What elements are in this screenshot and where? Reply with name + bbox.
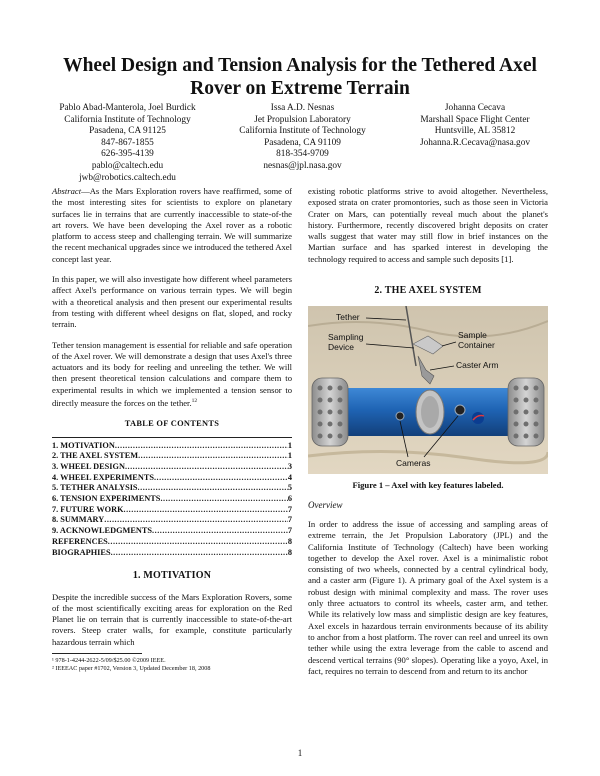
author-3-email: Johanna.R.Cecava@nasa.gov (419, 137, 531, 148)
intro-paragraph-3-text: Tether tension management is essential for reliable and safe operation of the Axel rover. We will demonstrate a design that uses Axel's three actuators and its body for reeling and unreeling the tether. We will then present theoretical tension calculations and compare them to experimental results in which we implemented a tension sensor to directly measure the forces on the tether. (52, 339, 292, 408)
wheel-hole (318, 434, 323, 439)
toc-item[interactable] (52, 462, 292, 473)
label-caster-arm: Caster Arm (456, 360, 499, 371)
author-2-line: Pasadena, CA 91109 (264, 137, 341, 148)
toc-item-label: 2. THE AXEL SYSTEM (52, 451, 139, 461)
author-2-line: California Institute of Technology (239, 126, 366, 137)
toc-item[interactable] (52, 494, 292, 505)
abstract-label: Abstract (52, 186, 82, 196)
wheel-hole (524, 434, 529, 439)
section-1-heading: 1. MOTIVATION (132, 570, 212, 582)
section-1-text: Despite the incredible success of the Mars Exploration Rovers, some of the most scientifically exciting areas for exploration on the Red Planet lie on terrain that is currently inaccessible to state-of-the-art rovers. Steep crater walls, for example, constitute particularly hazardous terrain which (52, 591, 292, 647)
wheel-hole (534, 422, 539, 427)
author-1 (40, 103, 215, 184)
abstract (52, 186, 292, 265)
author-1-email: jwb@robotics.caltech.edu (79, 172, 176, 183)
wheel-hole (524, 398, 529, 403)
nasa-logo (472, 412, 484, 424)
wheel-hole (514, 410, 519, 415)
toc-leader (125, 462, 288, 473)
toc-item-page: 3 (287, 461, 292, 471)
author-3 (390, 103, 560, 184)
footnote-1: ¹ 978-1-4244-2622-5/09/$25.00 ©2009 IEEE. (52, 657, 166, 665)
footnote-divider (52, 653, 142, 654)
figure-1-axel-rover (308, 306, 548, 474)
wheel-hole (524, 422, 529, 427)
toc-item-page: 1 (287, 451, 292, 461)
toc-item-label: REFERENCES (52, 536, 108, 546)
toc-item-label: 4. WHEEL EXPERIMENTS (52, 472, 154, 482)
toc-item[interactable] (52, 537, 292, 548)
wheel-hole (514, 398, 519, 403)
author-2-line: Issa A.D. Nesnas (270, 103, 335, 113)
author-1-email: pablo@caltech.edu (91, 160, 164, 171)
left-wheel (312, 378, 348, 446)
wheel-hole (338, 386, 343, 391)
toc-item-page: 7 (287, 515, 292, 525)
toc-item-page: 7 (287, 504, 292, 514)
camera (396, 412, 404, 420)
toc-leader (138, 483, 288, 494)
toc-divider (52, 437, 292, 438)
toc-leader (111, 548, 288, 559)
toc-leader (104, 515, 288, 526)
author-2 (215, 103, 390, 184)
wheel-hole (534, 386, 539, 391)
left-column (52, 186, 292, 674)
axel-rover-photo (308, 306, 548, 474)
author-1-line: Pablo Abad-Manterola, Joel Burdick (59, 103, 196, 113)
author-3-line: Johanna Cecava (444, 103, 506, 113)
intro-paragraph-2: In this paper, we will also investigate how different wheel parameters affect Axel's performance on various terrain types. We will begin with a theoretical analysis and then present our experimental results from testing with different wheel designs on flat, sloped, and rocky terrain. (52, 274, 292, 330)
wheel-hole (338, 410, 343, 415)
right-column (308, 186, 548, 686)
wheel-hole (514, 386, 519, 391)
toc-item[interactable] (52, 441, 292, 452)
wheel-hole (328, 434, 333, 439)
wheel-hole (318, 422, 323, 427)
toc-item-page: 8 (287, 536, 292, 546)
tether-spool-core (421, 396, 439, 428)
paper-title: Wheel Design and Tension Analysis for the Tethered Axel Rover on Extreme Terrain (63, 55, 537, 99)
wheel-hole (318, 386, 323, 391)
toc-item-label: 9. ACKNOWLEDGMENTS (52, 526, 153, 536)
wheel-hole (534, 434, 539, 439)
footnote-marker: 12 (191, 398, 198, 405)
wheel-hole (534, 410, 539, 415)
toc-leader (115, 441, 288, 452)
toc-item[interactable] (52, 548, 292, 559)
toc-item-label: BIOGRAPHIES (52, 547, 111, 557)
toc-leader (108, 537, 288, 548)
camera (455, 405, 465, 415)
author-block (40, 103, 560, 184)
toc-item[interactable] (52, 483, 292, 494)
wheel-hole (328, 386, 333, 391)
toc-item[interactable] (52, 505, 292, 516)
intro-paragraph-3 (52, 340, 292, 410)
toc-item-page: 4 (287, 472, 292, 482)
toc-item-label: 7. FUTURE WORK (52, 504, 124, 514)
toc-item-page: 8 (287, 547, 292, 557)
toc-item-label: 1. MOTIVATION (52, 440, 115, 450)
author-2-line: 818-354-9709 (276, 149, 329, 160)
wheel-hole (338, 398, 343, 403)
footnote-2: ² IEEEAC paper #1702, Version 3, Updated December 18, 2008 (52, 665, 211, 673)
toc-item-label: 5. TETHER ANALYSIS (52, 483, 138, 493)
label-cameras: Cameras (396, 458, 431, 469)
wheel-hole (328, 410, 333, 415)
author-1-line: 847-867-1855 (101, 137, 154, 148)
abstract-text: —As the Mars Exploration rovers have reaffirmed, some of the most interesting sites for scientists to explore on planetary surfaces lie in terrains that are currently inaccessible to state-of-the art rovers. We have been developing the Axel rover as a robotic platform to access steep and challenging terrain. We will summarize the recent mechanical upgrades since we introduced the tethered Axel concept last year. (52, 186, 292, 264)
page-number: 1 (297, 748, 303, 758)
intro-continued: existing robotic platforms strive to avoid altogether. Nevertheless, exposed strata on crater promontories, such as those seen in Victoria Crater on Mars, can potentially reveal much about the planet's history. Furthermore, recently discovered bright deposits on crater walls suggest that water may still flow in brief instances on the Martian surface and has sparked interest in developing the technology required to access and sample such deposits [1]. (308, 186, 548, 264)
wheel-hole (338, 434, 343, 439)
toc-item-page: 7 (287, 526, 292, 536)
author-1-line: Pasadena, CA 91125 (89, 126, 166, 137)
wheel-hole (318, 398, 323, 403)
right-wheel (508, 378, 544, 446)
section-2-heading: 2. THE AXEL SYSTEM (374, 285, 482, 297)
overview-heading: Overview (308, 499, 343, 510)
toc-item-page: 5 (287, 483, 292, 493)
toc-item-page: 1 (287, 440, 292, 450)
author-3-line: Marshall Space Flight Center (420, 114, 530, 125)
label-sample: Sample (458, 330, 487, 341)
wheel-hole (318, 410, 323, 415)
toc-leader (138, 451, 288, 462)
label-container: Container (458, 340, 495, 351)
overview-text: In order to address the issue of accessing and sampling areas of extreme terrain, the Jet Propulsion Laboratory (JPL) and the California Institute of Technology (Caltech) have been working together to develop the Axel rover. Axel is a minimalistic robot consisting of two wheels, connected by a central cylindrical body, and a caster arm (Figure 1). A primary goal of the Axel system is a robust design with minimal complexity and mass. The rover uses only three actuators to control its wheels, caster arm, and tether. While its relatively low mass and simplistic design are key features, Axel excels in hazardous terrain environments because of its ability to anchor from a host platform. The rover can reel and unreel its own tether while using the extra leverage from the cable to ascend and descend vertical terrains (90° slopes). Operating like a yoyo, Axel, in fact, requires no terrain to descend from and return to its anchor (308, 518, 548, 676)
toc-item[interactable] (52, 526, 292, 537)
wheel-hole (514, 434, 519, 439)
toc-leader (152, 526, 288, 537)
author-2-email: nesnas@jpl.nasa.gov (263, 160, 342, 171)
toc-item[interactable] (52, 515, 292, 526)
toc-leader (154, 473, 288, 484)
toc-item-page: 6 (287, 494, 292, 504)
wheel-hole (534, 398, 539, 403)
label-sampling: Sampling (328, 332, 364, 343)
toc-item-label: 3. WHEEL DESIGN (52, 461, 125, 471)
wheel-hole (338, 422, 343, 427)
toc-item[interactable] (52, 451, 292, 462)
wheel-hole (328, 398, 333, 403)
wheel-hole (514, 422, 519, 427)
author-1-line: 626-395-4139 (101, 149, 154, 160)
label-tether: Tether (336, 312, 360, 323)
table-of-contents (52, 441, 292, 559)
toc-leader (160, 494, 287, 505)
wheel-hole (328, 422, 333, 427)
toc-item-label: 8. SUMMARY (52, 515, 105, 525)
wheel-hole (524, 410, 529, 415)
toc-item[interactable] (52, 473, 292, 484)
author-3-line: Huntsville, AL 35812 (434, 126, 516, 137)
wheel-hole (524, 386, 529, 391)
toc-title: TABLE OF CONTENTS (124, 419, 220, 429)
toc-leader (124, 505, 288, 516)
author-1-line: California Institute of Technology (64, 114, 191, 125)
author-2-line: Jet Propulsion Laboratory (254, 114, 351, 125)
figure-1-caption: Figure 1 – Axel with key features labeled. (352, 480, 504, 491)
toc-item-label: 6. TENSION EXPERIMENTS (52, 494, 161, 504)
label-device: Device (328, 342, 354, 353)
